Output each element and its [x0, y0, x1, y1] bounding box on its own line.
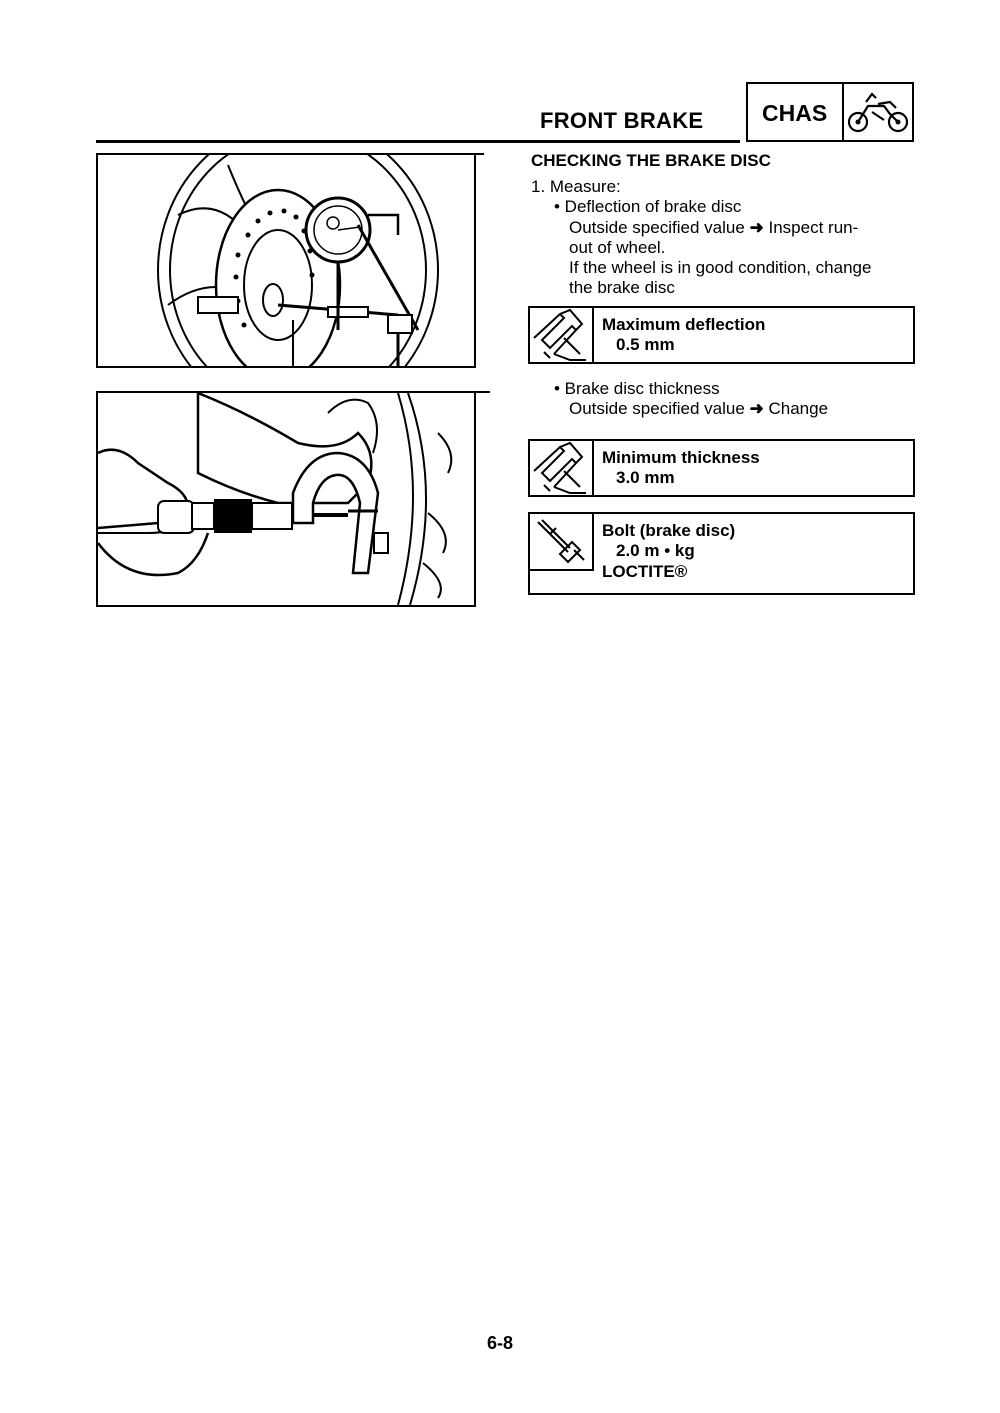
- arrow-right-icon: ➜: [749, 218, 764, 237]
- torque-wrench-icon: [530, 514, 590, 570]
- chapter-icon-box: [842, 82, 914, 142]
- procedure-heading: CHECKING THE BRAKE DISC: [531, 151, 771, 170]
- step-1: 1. Measure:: [531, 177, 621, 196]
- dial-gauge-illustration: [98, 155, 474, 366]
- arrow-right-icon: ➜: [749, 399, 764, 418]
- spec-icon-cell: [530, 308, 594, 362]
- bullet-thickness-line1: [569, 399, 828, 419]
- figure-rule-extension: [476, 391, 490, 393]
- spec-value: 3.0 mm: [616, 468, 675, 487]
- page-number: 6-8: [486, 1333, 513, 1353]
- figure-disc-deflection: [96, 153, 476, 368]
- motorcycle-icon: [844, 84, 912, 140]
- bullet-deflection-line3: If the wheel is in good condition, change: [569, 258, 872, 277]
- section-title: FRONT BRAKE: [540, 108, 704, 133]
- spec-box-thickness: [528, 439, 915, 497]
- caliper-gauge-icon: [530, 441, 590, 495]
- spec-note: LOCTITE®: [602, 562, 688, 581]
- spec-title: Bolt (brake disc): [602, 521, 736, 540]
- spec-box-bolt-torque: [528, 512, 915, 595]
- header-rule: [96, 140, 740, 143]
- bullet-deflection: • Deflection of brake disc: [554, 197, 742, 216]
- spec-value: 0.5 mm: [616, 335, 675, 354]
- micrometer-illustration: [98, 393, 474, 605]
- spec-title: Maximum deflection: [602, 315, 766, 334]
- bullet-deflection-line2: out of wheel.: [569, 238, 666, 257]
- action-text: Change: [768, 399, 829, 418]
- action-text: Inspect run-: [768, 218, 859, 237]
- spec-value: 2.0 m • kg: [616, 541, 695, 560]
- spec-icon-cell: [530, 514, 594, 571]
- caliper-gauge-icon: [530, 308, 590, 362]
- bullet-thickness: • Brake disc thickness: [554, 379, 720, 398]
- chapter-label: CHAS: [762, 100, 828, 126]
- bullet-deflection-line4: the brake disc: [569, 278, 675, 297]
- figure-disc-thickness: [96, 391, 476, 607]
- condition-text: Outside specified value: [569, 399, 745, 418]
- spec-box-deflection: [528, 306, 915, 364]
- condition-text: Outside specified value: [569, 218, 745, 237]
- spec-title: Minimum thickness: [602, 448, 760, 467]
- figure-rule-extension: [476, 153, 484, 155]
- bullet-deflection-line1: [569, 218, 858, 238]
- spec-icon-cell: [530, 441, 594, 495]
